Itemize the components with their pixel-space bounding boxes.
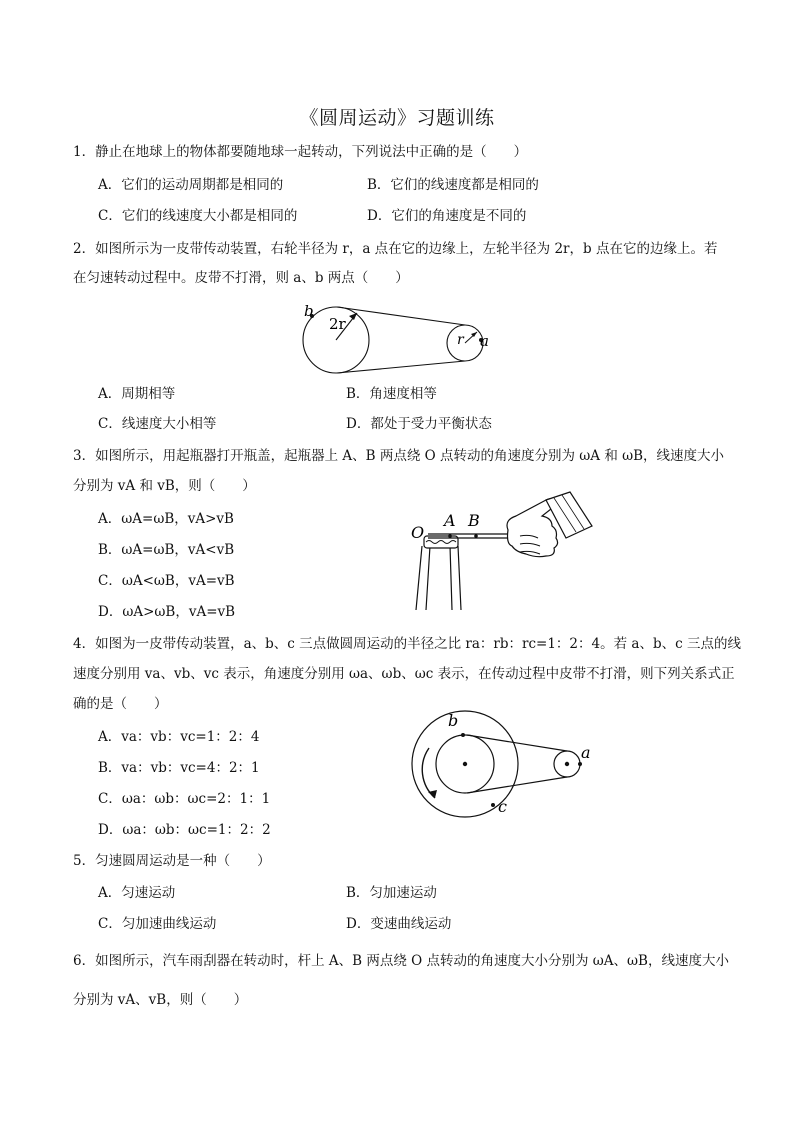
question-1-option-b: B．它们的线速度都是相同的 — [367, 177, 539, 193]
question-2-option-a: A．周期相等 — [98, 386, 176, 402]
figure-3-label-c: c — [498, 797, 507, 816]
question-4-stem-line-3: 确的是（ ） — [73, 696, 168, 712]
question-2-stem-line-1: 2．如图所示为一皮带传动装置，右轮半径为 r，a 点在它的边缘上，左轮半径为 2r，b 点在它的边缘上。若 — [73, 241, 718, 257]
figure-1-label-a: a — [480, 332, 489, 350]
question-3-option-b: B．ωA=ωB，vA<vB — [98, 542, 235, 558]
figure-2-label-o: O — [411, 523, 425, 542]
figure-1-label-2r: 2r — [329, 315, 346, 333]
question-4-option-b: B．va：vb：vc=4：2：1 — [98, 760, 260, 776]
question-1-stem: 1．静止在地球上的物体都要随地球一起转动，下列说法中正确的是（ ） — [73, 144, 528, 160]
question-5-stem: 5．匀速圆周运动是一种（ ） — [73, 853, 271, 869]
question-6-stem-line-2: 分别为 vA、vB，则（ ） — [73, 992, 248, 1008]
question-4-option-d: D．ωa：ωb：ωc=1：2：2 — [98, 822, 271, 838]
question-4-stem-line-2: 速度分别用 va、vb、vc 表示，角速度分别用 ωa、ωb、ωc 表示，在传动过程中皮带不打滑，则下列关系式正 — [73, 666, 735, 682]
question-1-option-d: D．它们的角速度是不同的 — [367, 208, 527, 224]
question-3-stem-line-1: 3．如图所示，用起瓶器打开瓶盖，起瓶器上 A、B 两点绕 O 点转动的角速度分别为 ωA 和 ωB，线速度大小 — [73, 448, 725, 464]
belt-drive-figure-1 — [296, 296, 496, 376]
question-3-option-a: A．ωA=ωB，vA>vB — [98, 511, 234, 527]
figure-2-label-b: B — [468, 511, 480, 530]
question-6-stem-line-1: 6．如图所示，汽车雨刮器在转动时，杆上 A、B 两点绕 O 点转动的角速度大小分别为 ωA、ωB，线速度大小 — [73, 953, 729, 969]
question-3-stem-line-2: 分别为 vA 和 vB，则（ ） — [73, 478, 256, 494]
question-4-option-c: C．ωa：ωb：ωc=2：1：1 — [98, 791, 271, 807]
question-3-option-d: D．ωA>ωB，vA=vB — [98, 604, 236, 620]
question-2-option-d: D．都处于受力平衡状态 — [346, 416, 492, 432]
question-2-stem-line-2: 在匀速转动过程中。皮带不打滑，则 a、b 两点（ ） — [73, 270, 409, 286]
page-title: 《圆周运动》习题训练 — [299, 107, 495, 129]
figure-3-label-a: a — [581, 743, 591, 762]
question-5-option-c: C．匀加速曲线运动 — [98, 916, 217, 932]
question-2-option-c: C．线速度大小相等 — [98, 416, 217, 432]
figure-1-label-b: b — [304, 302, 314, 320]
question-4-option-a: A．va：vb：vc=1：2：4 — [98, 729, 260, 745]
question-5-option-d: D．变速曲线运动 — [346, 916, 452, 932]
question-3-option-c: C．ωA<ωB，vA=vB — [98, 573, 235, 589]
question-1-option-c: C．它们的线速度大小都是相同的 — [98, 208, 298, 224]
belt-drive-figure-2 — [405, 706, 605, 826]
question-5-option-b: B．匀加速运动 — [346, 885, 437, 901]
bottle-opener-figure — [408, 490, 593, 612]
figure-2-label-a: A — [444, 511, 456, 530]
figure-1-label-r: r — [457, 332, 464, 348]
question-4-stem-line-1: 4．如图为一皮带传动装置，a、b、c 三点做圆周运动的半径之比 ra：rb：rc=1：2：4。若 a、b、c 三点的线 — [73, 636, 741, 652]
figure-3-label-b: b — [448, 711, 459, 730]
question-1-option-a: A．它们的运动周期都是相同的 — [98, 177, 284, 193]
question-2-option-b: B．角速度相等 — [346, 386, 437, 402]
question-5-option-a: A．匀速运动 — [98, 885, 176, 901]
